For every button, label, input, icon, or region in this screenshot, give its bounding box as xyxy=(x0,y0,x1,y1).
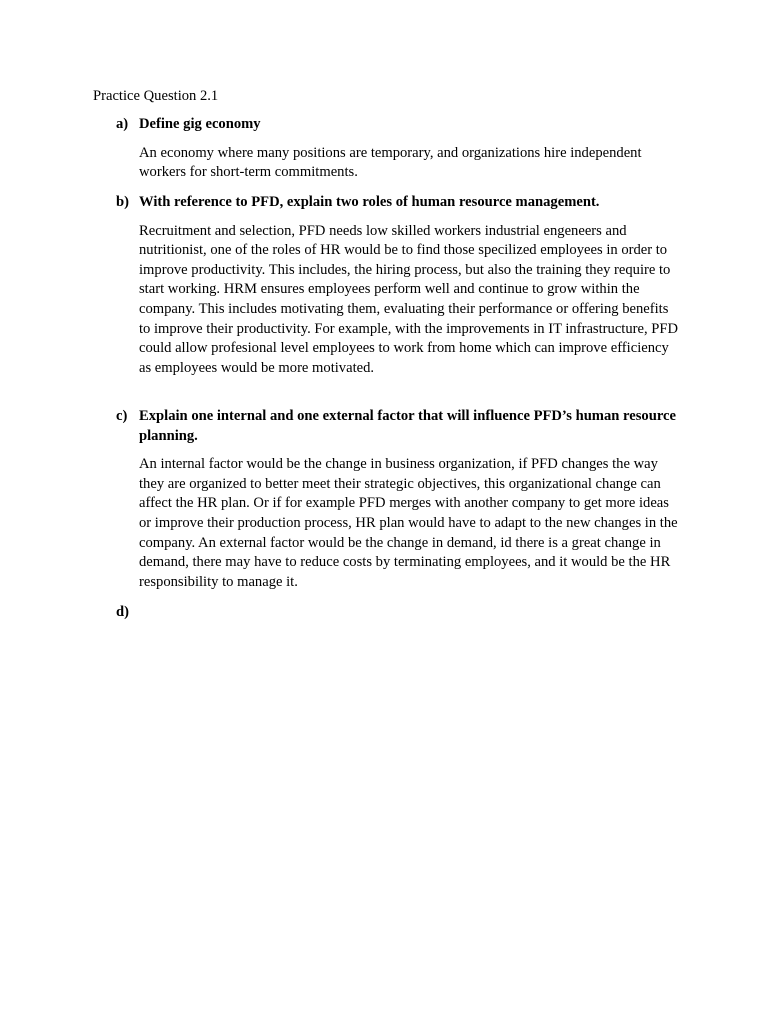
answer-paragraph: Recruitment and selection, PFD needs low skilled workers industrial engeneers and nutritionist, one of the roles of HR would be to find those specilized employees in order to improve productivity. This includes, the hiring process, but also the training they require to start working. HRM ensures employees perform well and continue to grow within the company. This includes motivating them, evaluating their performance or offering benefits to improve their productivity. For example, with the improvements in IT infrastructure, PFD could allow profesional level employees to work from home which can improve efficiency as employees would be more motivated. xyxy=(139,222,679,376)
question-heading xyxy=(116,193,680,213)
question-d xyxy=(116,603,680,623)
answer-paragraph: An economy where many positions are temporary, and organizations hire independent workers for short-term commitments. xyxy=(139,144,642,181)
question-label: d) xyxy=(116,604,129,620)
question-prompt: Explain one internal and one external factor that will influence PFD’s human resource planning. xyxy=(139,408,676,444)
question-heading xyxy=(116,407,680,446)
question-label: a) xyxy=(116,116,129,132)
question-label: c) xyxy=(116,408,128,424)
question-heading xyxy=(116,603,680,623)
question-c xyxy=(116,407,680,592)
question-prompt: With reference to PFD, explain two roles of human resource management. xyxy=(139,194,600,210)
question-heading xyxy=(116,115,680,135)
answer-paragraph: An internal factor would be the change in business organization, if PFD changes the way they are organized to better meet their strategic objectives, this organizational change can affect the HR plan. Or if for example PFD merges with another company to get more ideas or improve their production process, HR plan would have to adapt to the new changes in the company. An external factor would be the change in demand, id there is a great change in demand, there may have to reduce costs by terminating employees, and it would be the HR responsibility to manage it. xyxy=(139,456,678,590)
question-prompt: Define gig economy xyxy=(139,116,261,132)
question-b xyxy=(116,193,680,378)
question-label: b) xyxy=(116,194,129,210)
document-title: Practice Question 2.1 xyxy=(93,88,219,104)
question-a xyxy=(116,115,680,183)
